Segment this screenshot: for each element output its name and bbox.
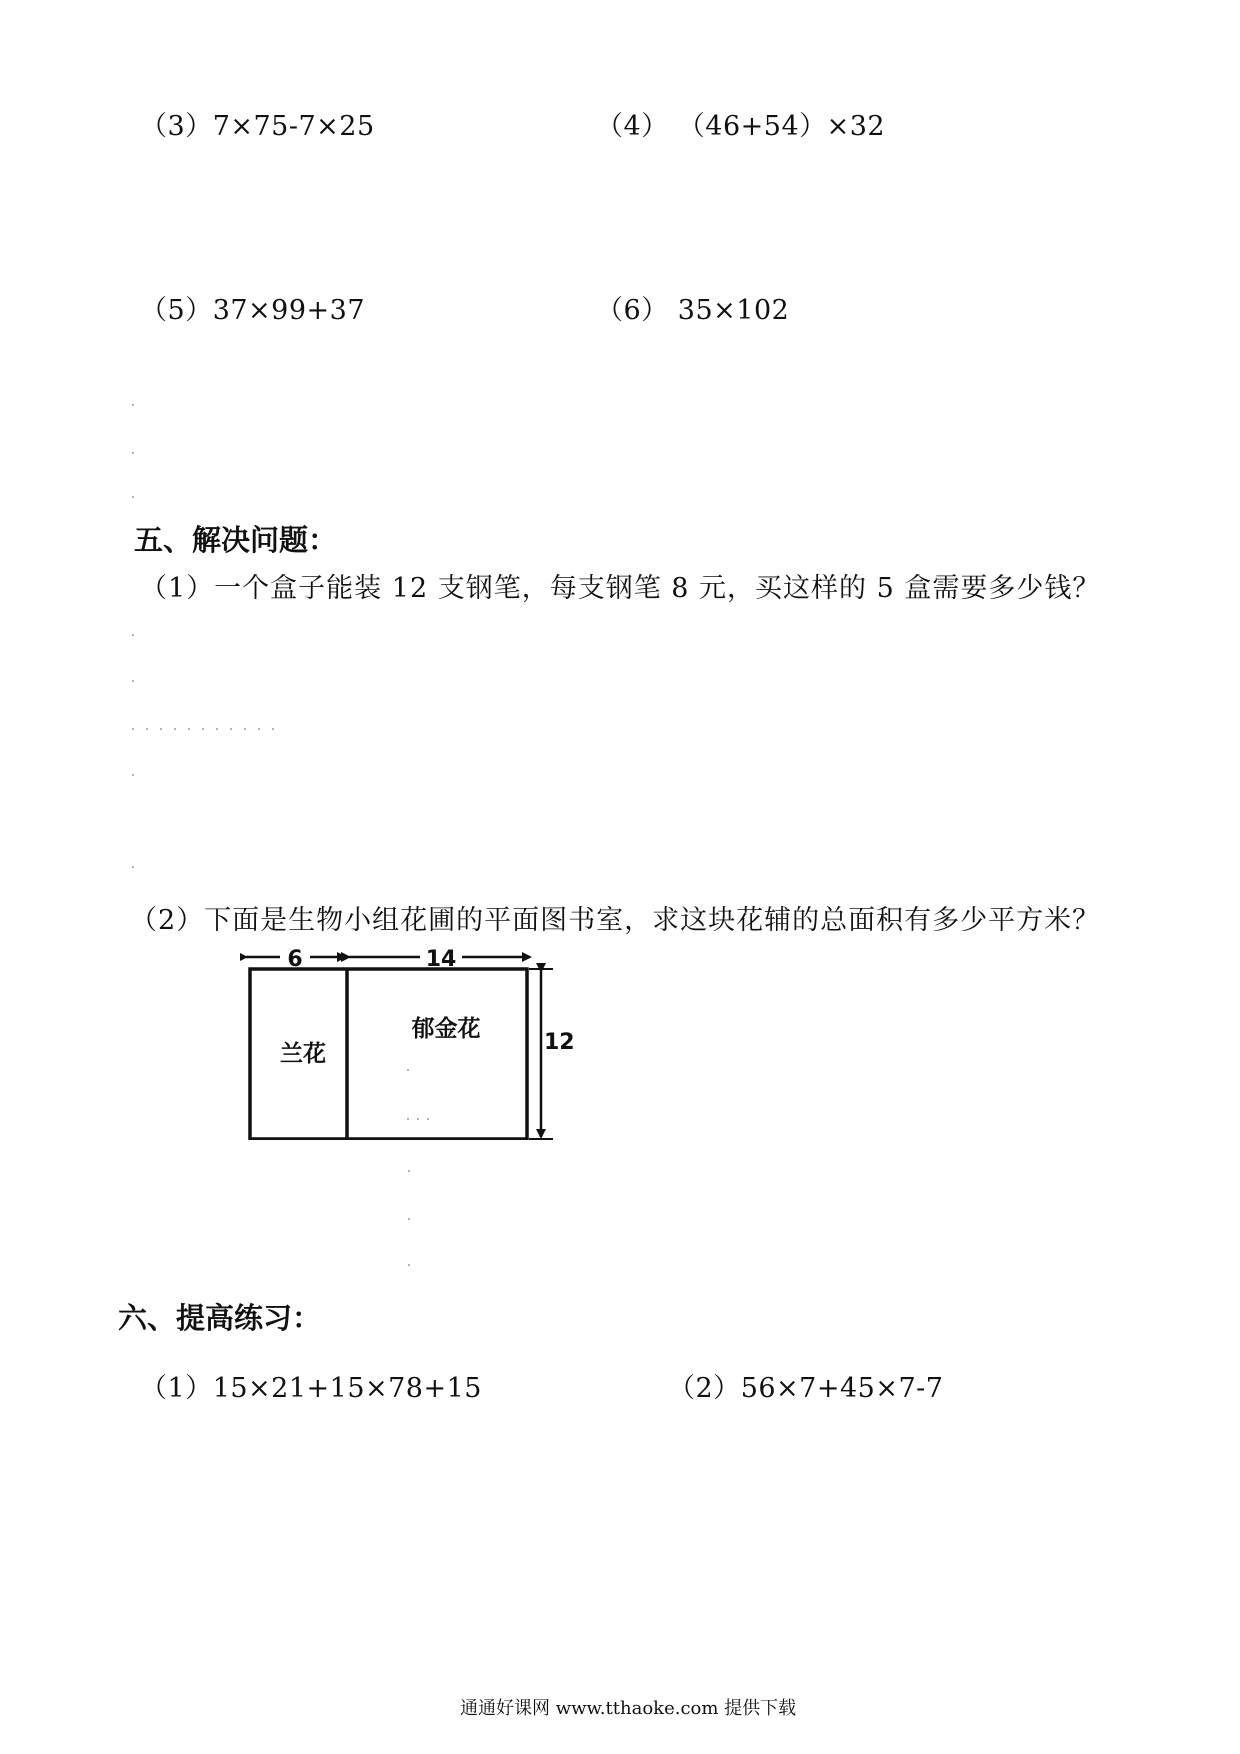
- calc-item-4-expr: （46+54）×32: [677, 111, 886, 142]
- section5-problem-1: （1）一个盒子能装 12 支钢笔，每支钢笔 8 元，买这样的 5 盒需要多少钱？: [140, 573, 1101, 604]
- scan-dot: [146, 728, 148, 730]
- calc-item-3: [140, 104, 375, 143]
- scan-dot: [258, 728, 260, 730]
- practice-item-1-label: （1）: [140, 1373, 213, 1404]
- calc-item-3-label: （3）: [140, 111, 213, 142]
- scan-dot: [407, 1069, 409, 1071]
- calc-item-4-label: （4）: [596, 111, 669, 142]
- scan-dot: [132, 680, 134, 682]
- calc-item-5-label: （5）: [140, 295, 213, 326]
- calc-item-5-expr: 37×99+37: [212, 295, 366, 326]
- practice-item-2-expr: 56×7+45×7-7: [740, 1373, 944, 1404]
- scan-dot: [132, 634, 134, 636]
- scan-dot: [408, 1218, 410, 1220]
- scan-dot: [230, 728, 232, 730]
- section5-heading: 五、解决问题：: [134, 523, 338, 557]
- practice-item-2-label: （2）: [668, 1373, 741, 1404]
- scan-dot: [272, 728, 274, 730]
- scan-dot: [202, 728, 204, 730]
- scan-dot: [132, 866, 134, 868]
- scan-dot: [132, 774, 134, 776]
- calc-item-5: [140, 288, 365, 327]
- scan-dot: [188, 728, 190, 730]
- calc-item-4: [596, 104, 885, 143]
- calc-item-3-expr: 7×75-7×25: [212, 111, 375, 142]
- section6-heading: 六、提高练习：: [118, 1301, 322, 1335]
- scan-dot: [132, 404, 134, 406]
- scan-dot: [160, 728, 162, 730]
- left-width-label: 6: [287, 947, 303, 972]
- right-width-label: 14: [425, 947, 457, 972]
- scan-dot: [132, 496, 134, 498]
- scan-dot: [174, 728, 176, 730]
- calc-item-6-label: （6）: [596, 295, 669, 326]
- scan-dot: [407, 1118, 409, 1120]
- practice-item-2: [668, 1366, 943, 1405]
- scan-dot: [132, 452, 134, 454]
- height-label: 12: [544, 1030, 575, 1055]
- scan-dot: [417, 1118, 419, 1120]
- section5-problem-2: （2）下面是生物小组花圃的平面图书室，求这块花辅的总面积有多少平方米？: [130, 905, 1101, 936]
- scan-dot: [244, 728, 246, 730]
- scan-dot: [132, 728, 134, 730]
- practice-item-1: [140, 1366, 482, 1405]
- scan-dot: [216, 728, 218, 730]
- tulip-region-label: 郁金花: [411, 1016, 481, 1042]
- calc-item-6-expr: 35×102: [677, 295, 790, 326]
- footer-download-notice: 通通好课网 www.tthaoke.com 提供下载: [460, 1698, 797, 1719]
- scan-dot: [408, 1170, 410, 1172]
- practice-item-1-expr: 15×21+15×78+15: [212, 1373, 482, 1404]
- scan-dot: [408, 1264, 410, 1266]
- orchid-region-label: 兰花: [280, 1041, 326, 1067]
- calc-item-6: [596, 288, 789, 327]
- garden-diagram: [240, 940, 560, 1140]
- scan-dot: [427, 1118, 429, 1120]
